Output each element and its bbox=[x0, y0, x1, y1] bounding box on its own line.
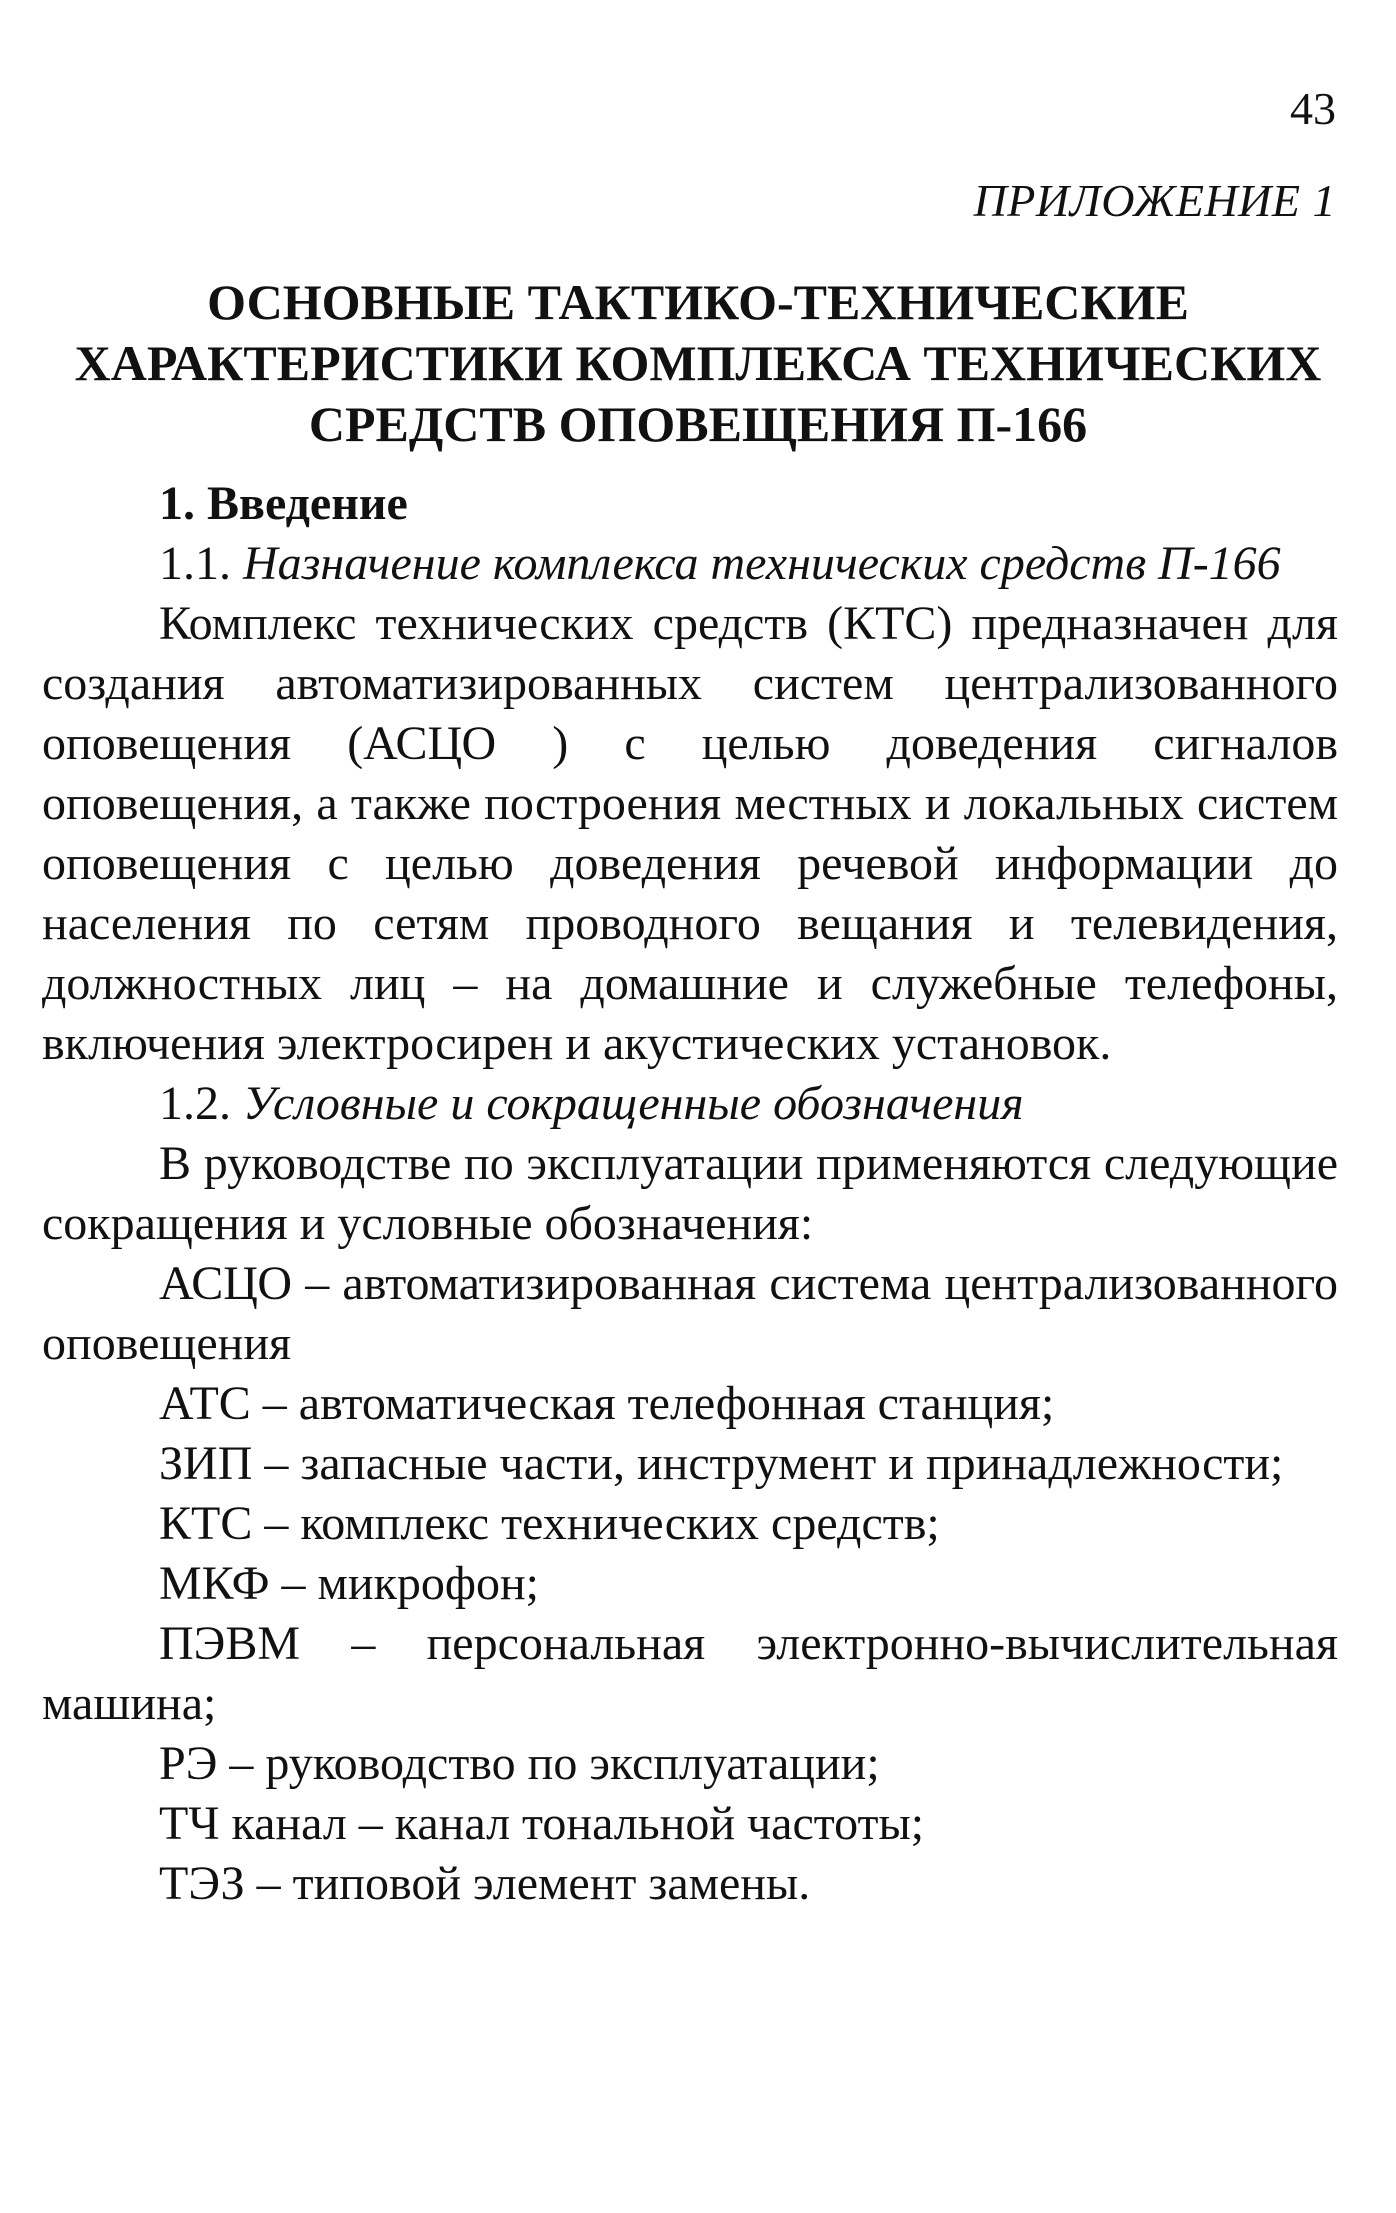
abbreviation-item: ЗИП – запасные части, инструмент и принадлежности; bbox=[159, 1437, 1284, 1490]
abbreviation-item: АСЦО – автоматизированная система централизованного оповещения bbox=[42, 1257, 1338, 1370]
abbreviation-item: КТС – комплекс технических средств; bbox=[159, 1497, 940, 1550]
abbreviation-item: РЭ – руководство по эксплуатации; bbox=[159, 1737, 880, 1790]
title-line-1: ОСНОВНЫЕ ТАКТИКО-ТЕХНИЧЕСКИЕ bbox=[207, 274, 1189, 330]
section-heading: 1. Введение bbox=[159, 477, 408, 530]
subsection-number: 1.1. bbox=[159, 537, 231, 590]
subsection-1-1-heading bbox=[42, 534, 1338, 594]
subsection-1-2-heading bbox=[42, 1074, 1338, 1134]
purpose-paragraph: Комплекс технических средств (КТС) предназначен для создания автоматизированных систем централизованного оповещения (АСЦО ) с целью доведения сигналов оповещения, а также построения местных и локальных систем оповещения с целью доведения речевой информации до населения по сетям проводного вещания и телевидения, должностных лиц – на домашние и служебные телефоны, включения электросирен и акустических установок. bbox=[42, 597, 1338, 1070]
subsection-number: 1.2. bbox=[159, 1077, 231, 1130]
appendix-label: ПРИЛОЖЕНИЕ 1 bbox=[973, 175, 1336, 226]
document-body bbox=[42, 474, 1338, 1914]
subsection-title: Условные и сокращенные обозначения bbox=[243, 1077, 1024, 1130]
abbreviation-item: ТЧ канал – канал тональной частоты; bbox=[159, 1797, 925, 1850]
page-number: 43 bbox=[1290, 83, 1336, 134]
abbreviation-item: АТС – автоматическая телефонная станция; bbox=[159, 1377, 1055, 1430]
title-line-3: СРЕДСТВ ОПОВЕЩЕНИЯ П-166 bbox=[308, 396, 1088, 452]
subsection-title: Назначение комплекса технических средств П-166 bbox=[243, 537, 1281, 590]
abbreviation-item: ПЭВМ – персональная электронно-вычислительная машина; bbox=[42, 1617, 1338, 1730]
abbreviation-item: ТЭЗ – типовой элемент замены. bbox=[159, 1857, 811, 1910]
document-title bbox=[40, 272, 1356, 455]
title-line-2: ХАРАКТЕРИСТИКИ КОМПЛЕКСА ТЕХНИЧЕСКИХ bbox=[74, 335, 1322, 391]
abbreviations-intro: В руководстве по эксплуатации применяются следующие сокращения и условные обозначения: bbox=[42, 1137, 1338, 1250]
abbreviation-item: МКФ – микрофон; bbox=[159, 1557, 540, 1610]
